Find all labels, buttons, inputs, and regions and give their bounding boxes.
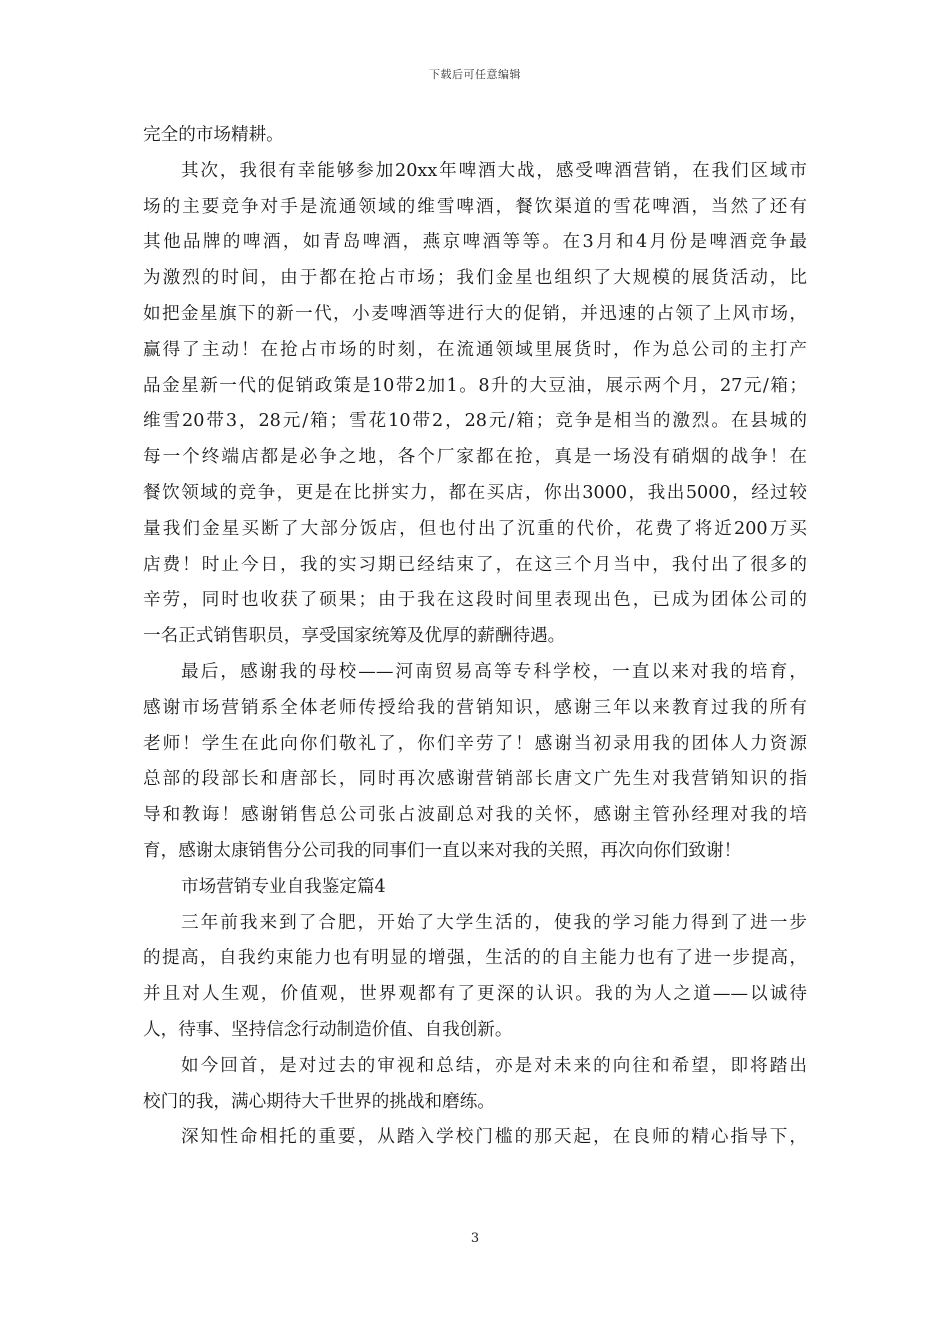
text-line: 导和教诲！感谢销售总公司张占波副总对我的关怀，感谢主管孙经理对我的培 bbox=[143, 805, 807, 826]
text-line: 并且对人生观，价值观，世界观都有了更深的认识。我的为人之道——以诚待 bbox=[143, 984, 807, 1005]
text-line: 场的主要竞争对手是流通领域的维雪啤酒，餐饮渠道的雪花啤酒，当然了还有 bbox=[143, 196, 807, 217]
text-line: 总部的段部长和唐部长，同时再次感谢营销部长唐文广先生对我营销知识的指 bbox=[143, 769, 807, 790]
text-line: 感谢市场营销系全体老师传授给我的营销知识，感谢三年以来教育过我的所有 bbox=[143, 697, 807, 718]
text-line: 每一个终端店都是必争之地，各个厂家都在抢，真是一场没有硝烟的战争！在 bbox=[143, 447, 807, 468]
text-line: 品金星新一代的促销政策是10带2加1。8升的大豆油，展示两个月，27元/箱； bbox=[143, 375, 807, 396]
page-number: 3 bbox=[470, 1231, 480, 1246]
text-line: 其他品牌的啤酒，如青岛啤酒，燕京啤酒等等。在3月和4月份是啤酒竞争最 bbox=[143, 232, 807, 253]
text-line: 其次，我很有幸能够参加20xx年啤酒大战，感受啤酒营销，在我们区域市 bbox=[181, 160, 807, 181]
text-line: 市场营销专业自我鉴定篇4 bbox=[181, 876, 386, 897]
page-header: 下载后可任意编辑 bbox=[429, 68, 521, 81]
text-line: 赢得了主动！在抢占市场的时刻，在流通领域里展货时，作为总公司的主打产 bbox=[143, 339, 807, 360]
text-line: 育，感谢太康销售分公司我的同事们一直以来对我的关照，再次向你们致谢！ bbox=[143, 840, 742, 861]
text-line: 老师！学生在此向你们敬礼了，你们辛劳了！感谢当初录用我的团体人力资源 bbox=[143, 733, 807, 754]
text-line: 最后，感谢我的母校——河南贸易高等专科学校，一直以来对我的培育， bbox=[181, 661, 807, 682]
text-line: 为激烈的时间，由于都在抢占市场；我们金星也组织了大规模的展货活动，比 bbox=[143, 268, 807, 289]
text-line: 店费！时止今日，我的实习期已经结束了，在这三个月当中，我付出了很多的 bbox=[143, 554, 807, 575]
text-line: 深知性命相托的重要，从踏入学校门槛的那天起，在良师的精心指导下， bbox=[181, 1127, 807, 1148]
text-line: 量我们金星买断了大部分饭店，但也付出了沉重的代价，花费了将近200万买 bbox=[143, 518, 807, 539]
text-line: 如把金星旗下的新一代，小麦啤酒等进行大的促销，并迅速的占领了上风市场， bbox=[143, 303, 807, 324]
text-line: 完全的市场精耕。 bbox=[143, 125, 284, 145]
text-line: 的提高，自我约束能力也有明显的增强，生活的的自主能力也有了进一步提高， bbox=[143, 948, 807, 969]
text-line: 一名正式销售职员，享受国家统筹及优厚的薪酬待遇。 bbox=[143, 626, 566, 647]
text-line: 如今回首，是对过去的审视和总结，亦是对未来的向往和希望，即将踏出 bbox=[181, 1055, 807, 1076]
text-line: 辛劳，同时也收获了硕果；由于我在这段时间里表现出色，已成为团体公司的 bbox=[143, 590, 807, 611]
text-line: 维雪20带3，28元/箱；雪花10带2，28元/箱；竞争是相当的激烈。在县城的 bbox=[143, 411, 807, 432]
text-line: 人，待事、坚持信念行动制造价值、自我创新。 bbox=[143, 1019, 513, 1040]
text-line: 餐饮领域的竞争，更是在比拼实力，都在买店，你出3000，我出5000，经过较 bbox=[143, 482, 807, 503]
text-line: 三年前我来到了合肥，开始了大学生活的，使我的学习能力得到了进一步 bbox=[181, 912, 807, 933]
text-line: 校门的我，满心期待大千世界的挑战和磨练。 bbox=[143, 1091, 495, 1112]
document-body bbox=[143, 118, 807, 1156]
